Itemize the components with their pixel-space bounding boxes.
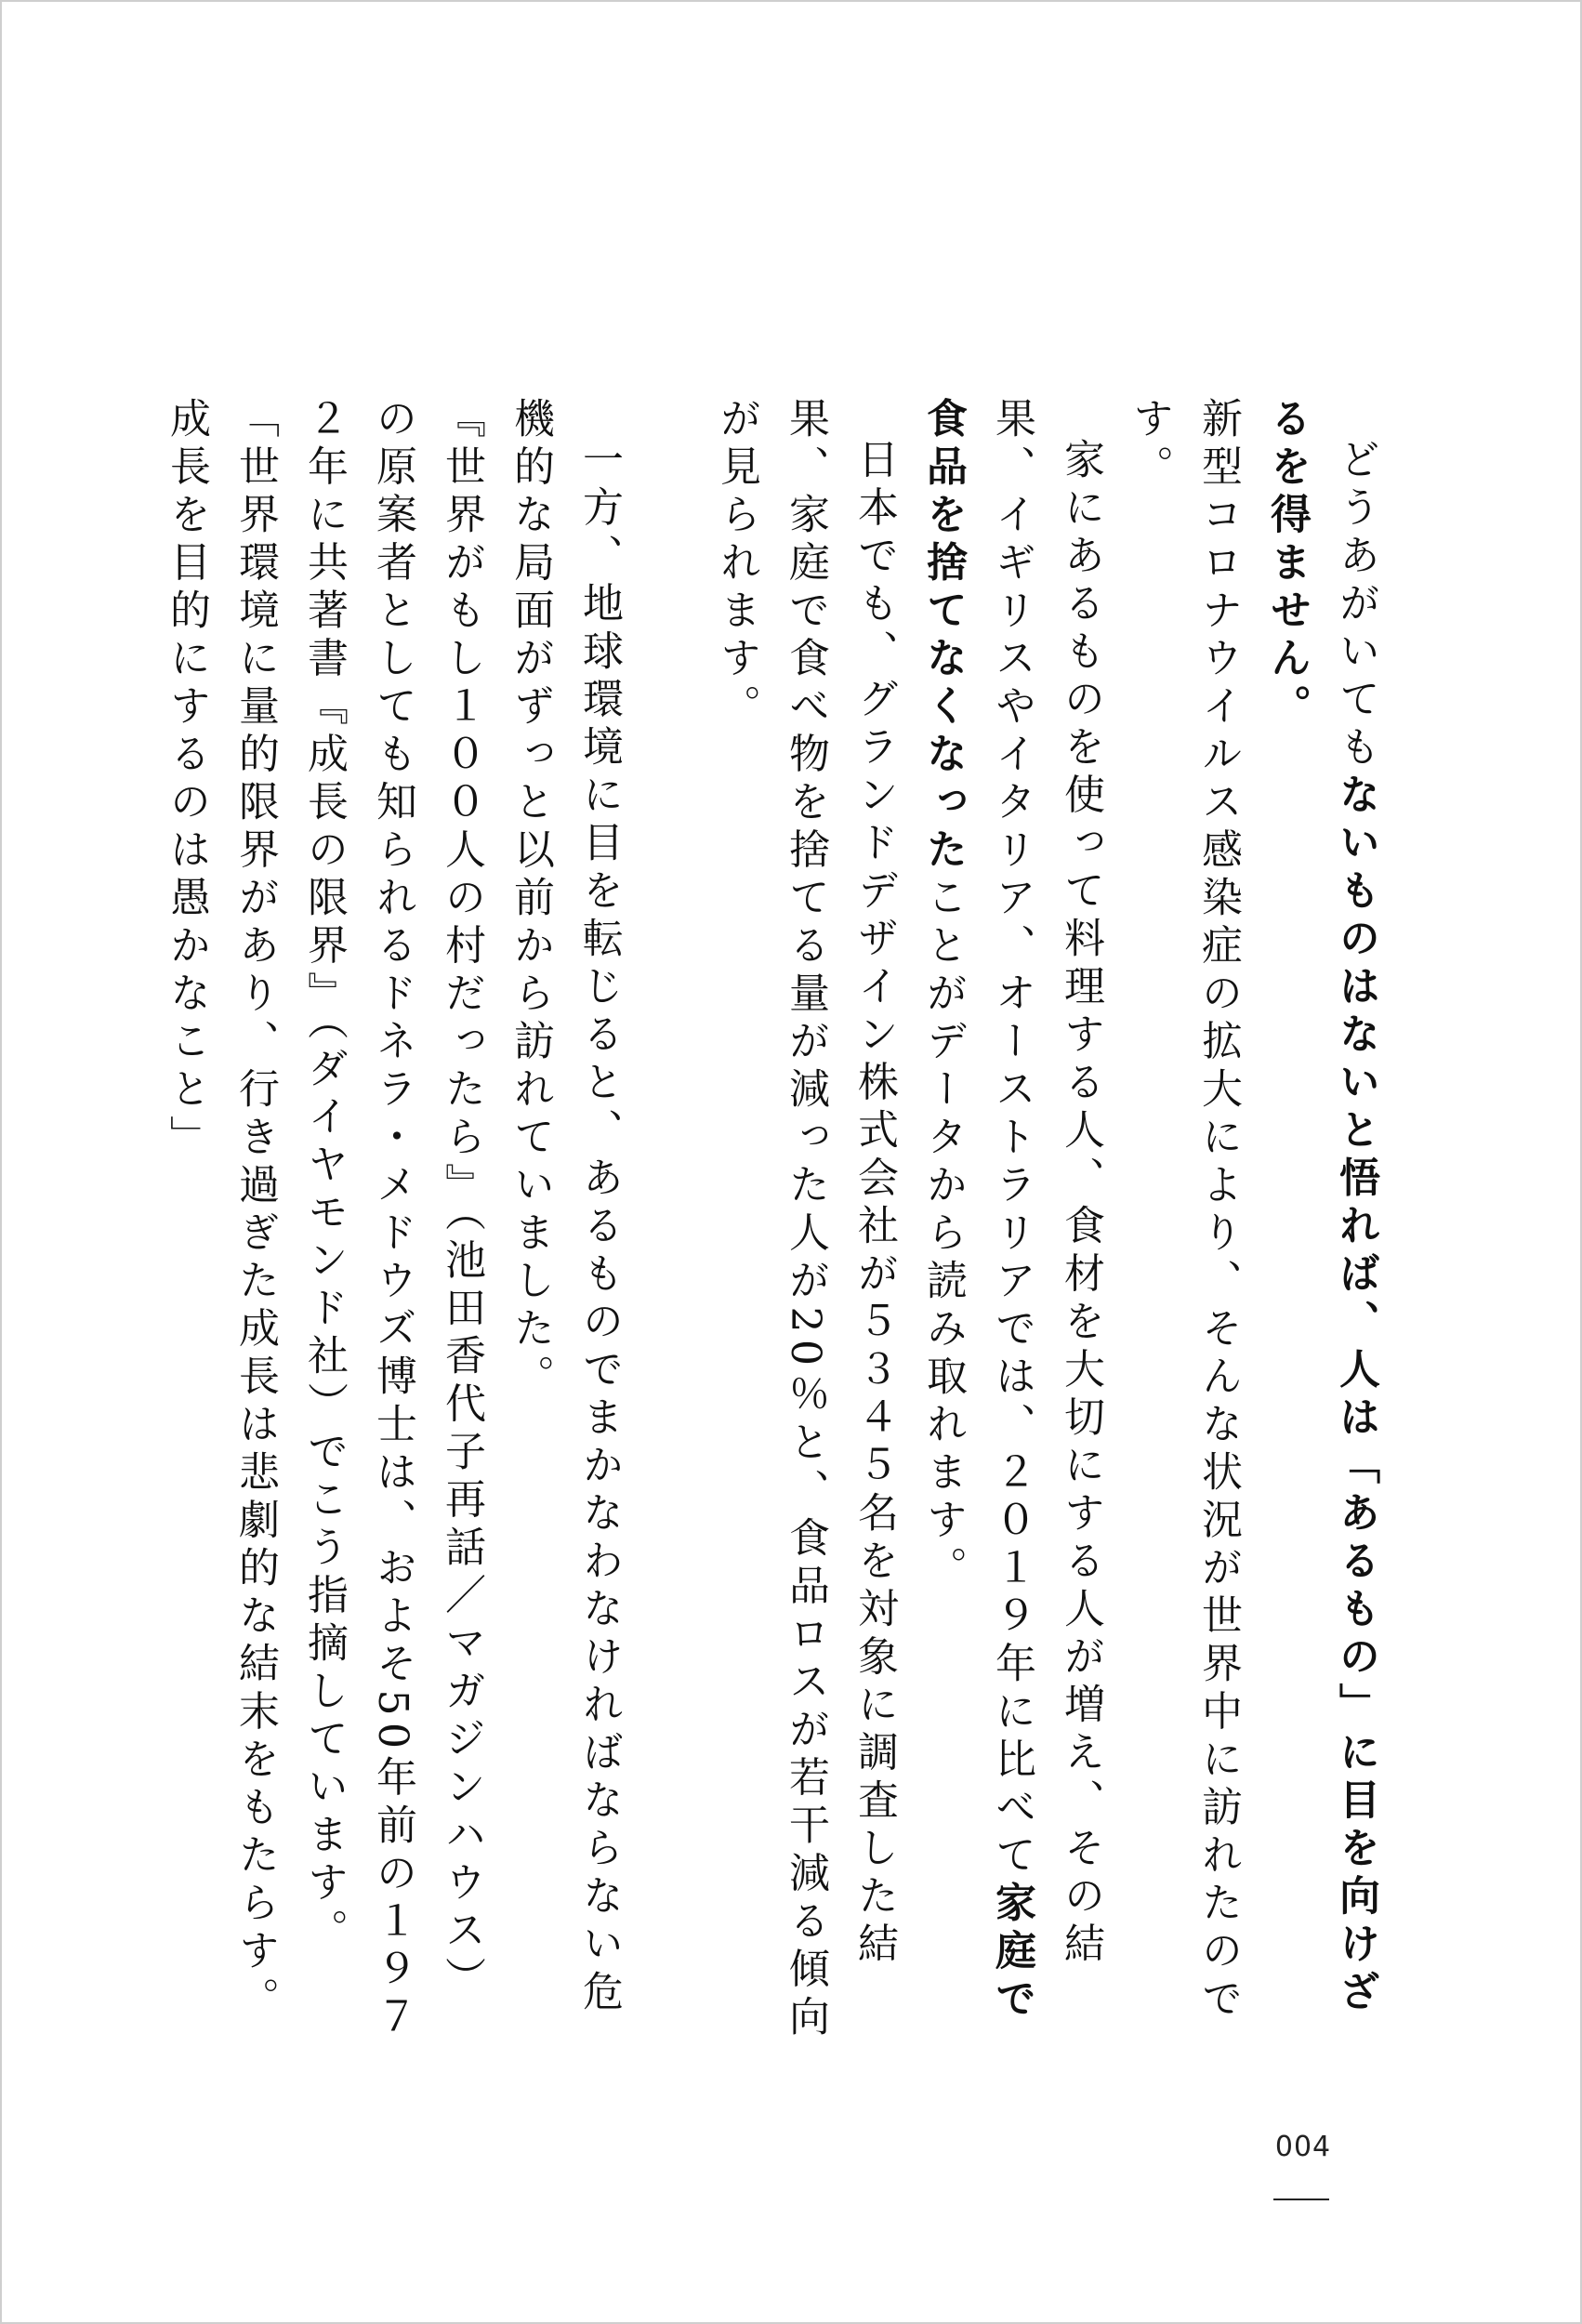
paragraph: [908, 397, 1114, 2052]
body-text: 『世界がもし１００人の村だったら』（池田香代子再話／マガジンハウス）の原案者としても知られるドネラ・メドウズ博士は、およそ50年前の１９７２年に共著書『成長の限界』（ダイヤモンド社）でこう指摘しています。: [300, 397, 485, 2043]
paragraph: [495, 397, 633, 2052]
page-number: 004: [1274, 2131, 1332, 2163]
paragraph: [1114, 397, 1252, 2052]
body-text: 日本でも、グランドデザイン株式会社が５３４５名を対象に調査した結果、家庭で食べ物を捨てる量が減った人が20％と、食品ロスが若干減る傾向が見られます。: [713, 397, 898, 2043]
paragraph: [152, 397, 289, 2052]
emphasized-text: 家庭で食品を捨てなくなった: [919, 397, 1035, 2025]
body-text: ことがデータから読み取れます。: [919, 876, 967, 1594]
paragraph-gap: [633, 397, 702, 398]
paragraph: [289, 397, 495, 2052]
body-text: 新型コロナウイルス感染症の拡大により、そんな状況が世界中に訪れたのです。: [1126, 397, 1242, 2025]
body-text: 「世界環境に量的限界があり、行き過ぎた成長は悲劇的な結末をもたらす。成長を目的にするのは愚かなこと」: [163, 397, 279, 2025]
paragraph: [1252, 397, 1390, 2052]
emphasized-text: ないものはないと悟れば、人は「あるもの」に目を向けざるを得ません。: [1263, 397, 1379, 2018]
paragraph: [702, 397, 908, 2052]
body-text: どうあがいても: [1332, 438, 1379, 773]
page-number-rule: [1273, 2199, 1329, 2200]
body-text: 家にあるものを使って料理する人、食材を大切にする人が増え、その結果、イギリスやイタリア、オーストラリアでは、２０１９年に比べて: [988, 397, 1104, 1970]
body-text: 一方、地球環境に目を転じると、あるものでまかなわなければならない危機的な局面がずっと以前から訪れていました。: [507, 397, 623, 2018]
vertical-text-body: [152, 397, 1390, 2052]
